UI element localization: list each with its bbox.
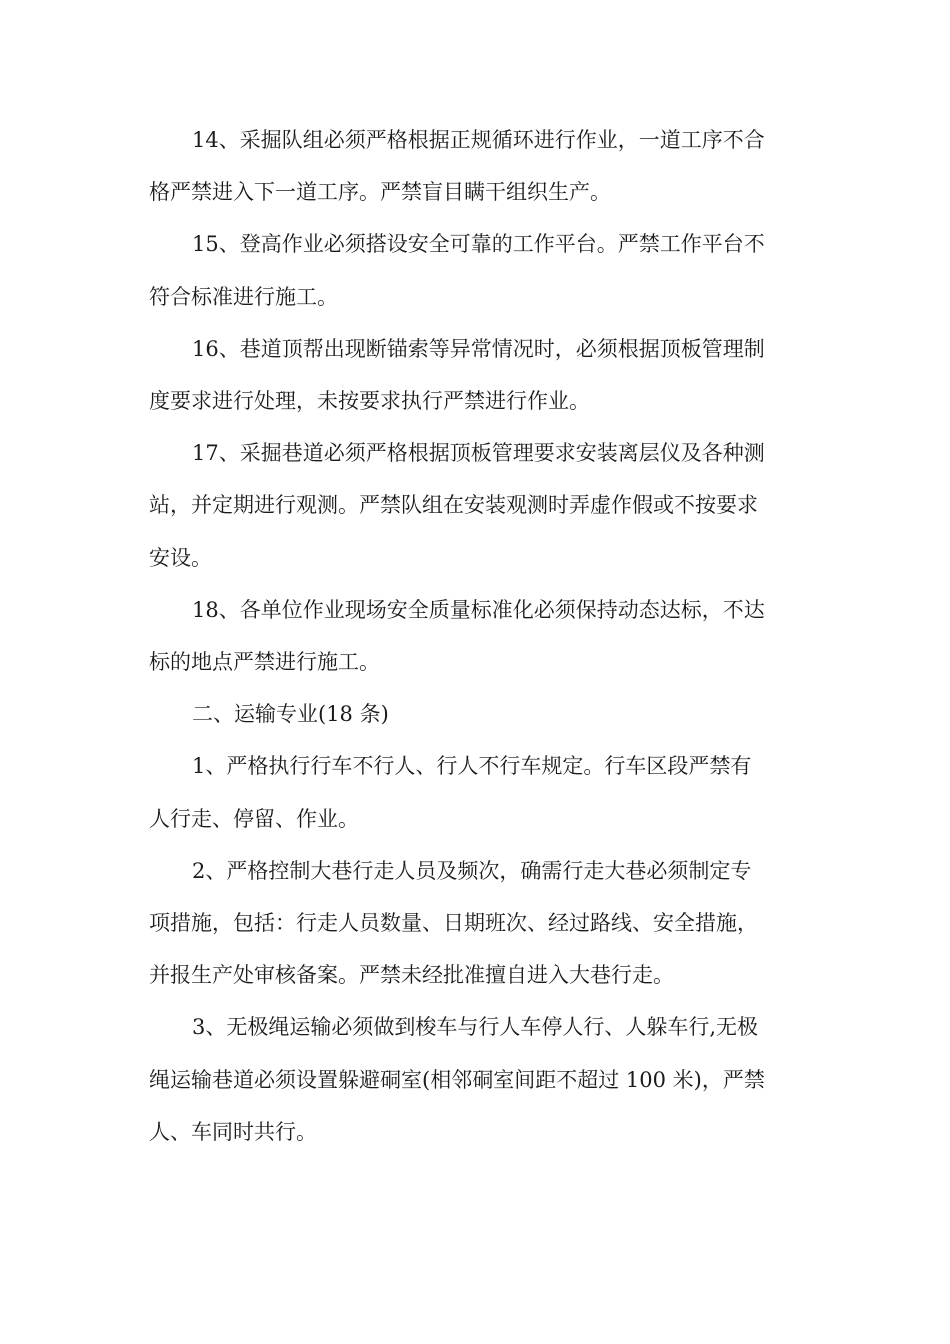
- paragraph-line: 2、严格控制大巷行走人员及频次，确需行走大巷必须制定专: [192, 858, 752, 883]
- paragraph-item-transport-2: [149, 845, 801, 1002]
- paragraph-item-transport-1: [149, 740, 801, 844]
- paragraph-line: 人、车同时共行。: [149, 1119, 317, 1144]
- paragraph-line: 绳运输巷道必须设置躲避硐室(相邻硐室间距不超过 100 米)，严禁: [149, 1067, 765, 1092]
- paragraph-item-transport-3: [149, 1001, 801, 1158]
- paragraph-line: 3、无极绳运输必须做到梭车与行人车停人行、人躲车行,无极: [192, 1015, 759, 1040]
- paragraph-line: 15、登高作业必须搭设安全可靠的工作平台。严禁工作平台不: [192, 232, 765, 257]
- paragraph-line: 人行走、停留、作业。: [149, 806, 359, 831]
- paragraph-item-14: [149, 114, 801, 218]
- paragraph-line: 格严禁进入下一道工序。严禁盲目瞒干组织生产。: [149, 180, 611, 205]
- paragraph-line: 16、巷道顶帮出现断锚索等异常情况时，必须根据顶板管理制: [192, 336, 765, 361]
- paragraph-line: 标的地点严禁进行施工。: [149, 650, 380, 675]
- paragraph-line: 18、各单位作业现场安全质量标准化必须保持动态达标，不达: [192, 597, 765, 622]
- paragraph-item-16: [149, 323, 801, 427]
- paragraph-line: 14、采掘队组必须严格根据正规循环进行作业，一道工序不合: [192, 128, 765, 152]
- paragraph-item-15: [149, 218, 801, 322]
- section-heading: 二、运输专业(18 条): [192, 702, 389, 727]
- paragraph-line: 并报生产处审核备案。严禁未经批准擅自进入大巷行走。: [149, 963, 674, 988]
- paragraph-line: 度要求进行处理，未按要求执行严禁进行作业。: [149, 389, 590, 414]
- document-body: [149, 114, 801, 1158]
- paragraph-line: 站，并定期进行观测。严禁队组在安装观测时弄虚作假或不按要求: [149, 493, 758, 518]
- paragraph-line: 符合标准进行施工。: [149, 284, 338, 309]
- paragraph-line: 安设。: [149, 545, 212, 570]
- paragraph-item-18: [149, 584, 801, 688]
- paragraph-line: 项措施，包括：行走人员数量、日期班次、经过路线、安全措施，: [149, 911, 758, 936]
- paragraph-line: 17、采掘巷道必须严格根据顶板管理要求安装离层仪及各种测: [192, 441, 765, 466]
- section-heading-transport: [149, 688, 801, 740]
- paragraph-line: 1、严格执行行车不行人、行人不行车规定。行车区段严禁有: [192, 754, 752, 779]
- paragraph-item-17: [149, 427, 801, 584]
